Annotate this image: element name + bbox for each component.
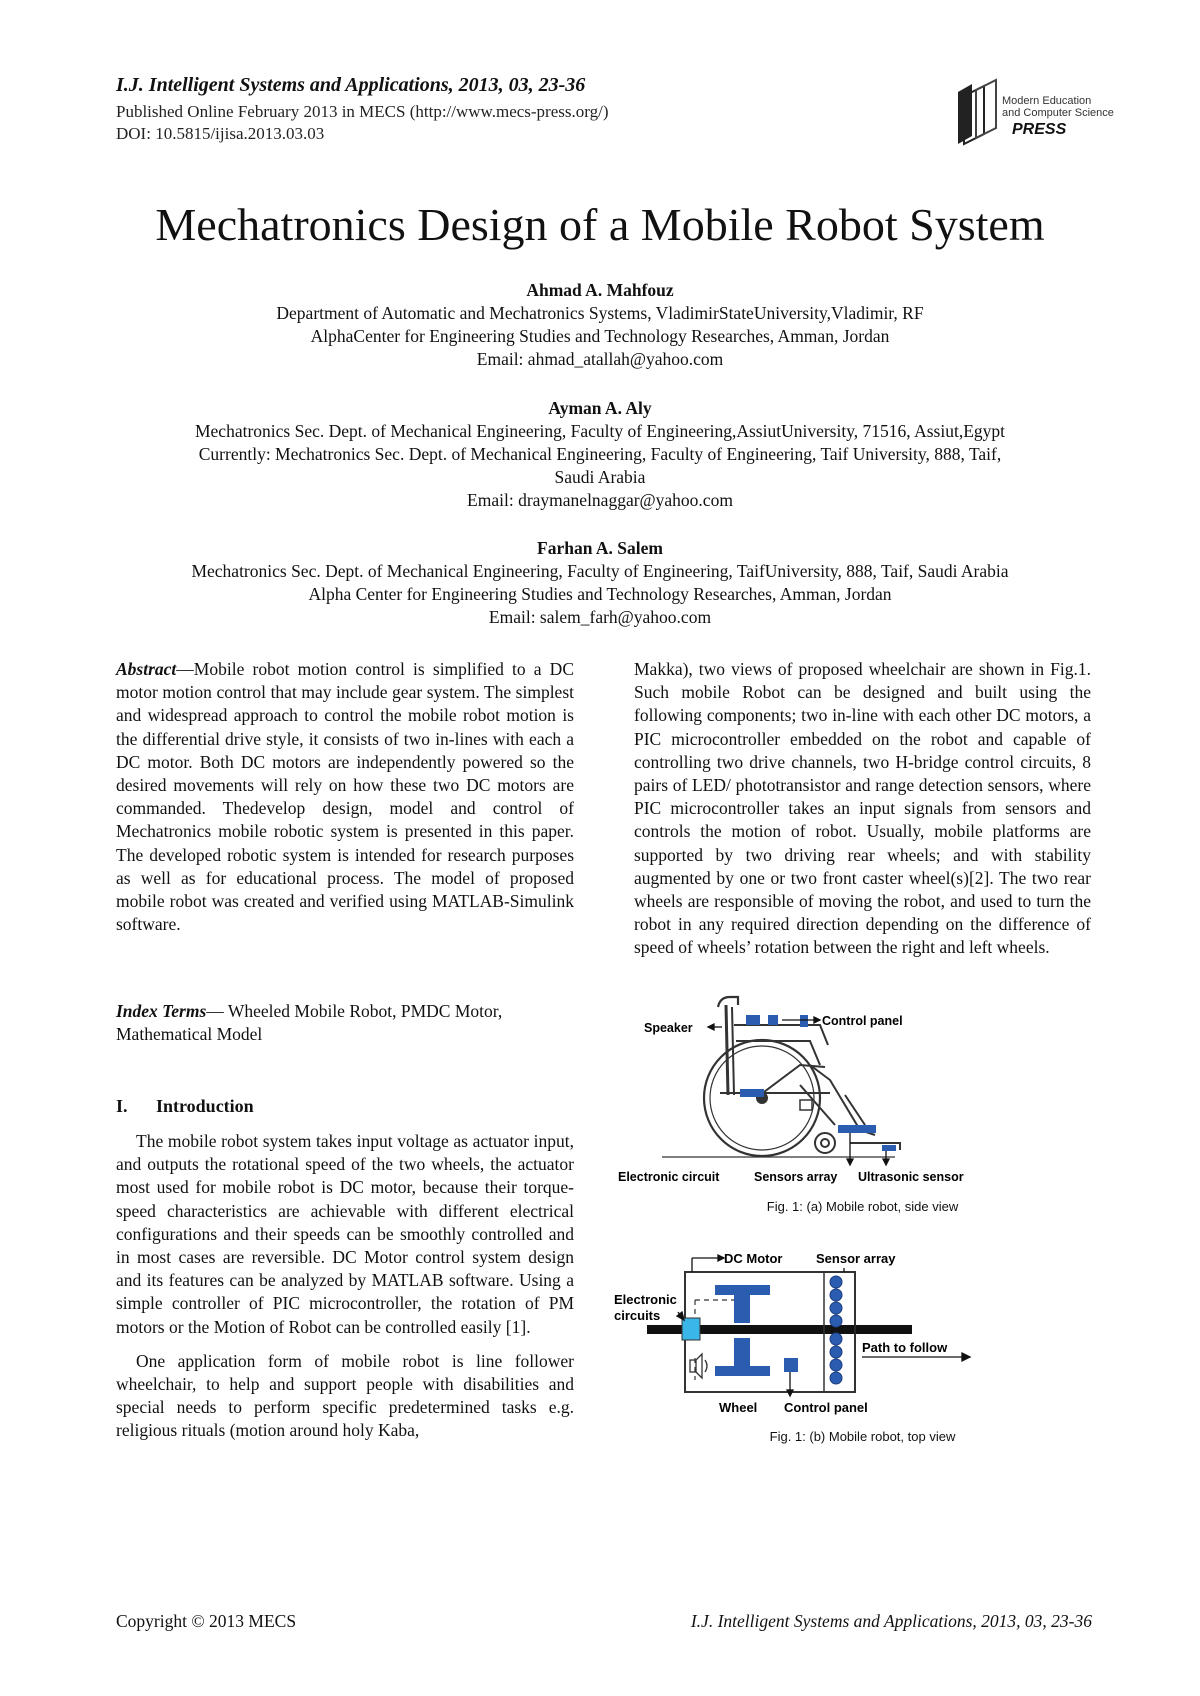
affiliation-line: Currently: Mechatronics Sec. Dept. of Mechanical Engineering, Faculty of Engineering, Taif University, 888, Taif, [198,444,1002,464]
label-ultrasonic-sensor: Ultrasonic sensor [858,1170,964,1184]
introduction-para-1: The mobile robot system takes input voltage as actuator input, and outputs the rotational speed of the two wheels, the actuator most used for mobile robot is DC motor, because their torque-speed characteristics are achievable with different electrical configurations and their speeds can be smoothly controlled and in most cases are reversible. DC Motor control system design and its features can be analyzed by MATLAB software. Using a simple controller of PIC microcontroller, the rotation of PM motors or the Motion of Robot can be controlled easily [1]. [116,1131,574,1337]
journal-citation: I.J. Intelligent Systems and Applications, 2013, 03, 23-36 [116,74,586,96]
figure-1b-caption: Fig. 1: (b) Mobile robot, top view [769,1429,956,1444]
body-paragraph: Makka), two views of proposed wheelchair are shown in Fig.1. Such mobile Robot can be designed and built using the following components; two in-line with each other DC motors, a PIC microcontroller embedded on the robot and capable of controlling two drive channels, two H-bridge control circuits, 8 pairs of LED/ phototransistor and range detection sensors, where PIC microcontroller takes an input signals from sensors and controls the motion of robot. Usually, mobile platforms are supported by two driving rear wheels; and with stability augmented by one or two front caster wheel(s)[2]. The two rear wheels are responsible of moving the robot, and used to turn the robot in any required direction depending on the difference of speed of wheels’ rotation between the right and left wheels. [634,659,1091,958]
label-control-panel: Control panel [822,1014,903,1028]
publication-info [116,101,609,145]
author-email: Email: ahmad_atallah@yahoo.com [476,349,724,369]
figure-1b-top-view [612,1240,1082,1420]
figure-1a-side-view [618,985,1070,1190]
author-name: Ahmad A. Mahfouz [526,280,674,300]
index-terms-text: Wheeled Mobile Robot, PMDC Motor, Mathematical Model [116,1001,503,1045]
label-speaker: Speaker [644,1021,693,1035]
logo-line1: Modern Education [1002,95,1092,107]
author-block-2 [80,397,1120,512]
label-path-to-follow: Path to follow [862,1340,948,1355]
label-dc-motor: DC Motor [724,1251,783,1266]
footer-journal: I.J. Intelligent Systems and Applications, 2013, 03, 23-36 [690,1611,1092,1631]
abstract [116,658,574,936]
label-electronic: Electronic [614,1292,677,1307]
doi: DOI: 10.5815/ijisa.2013.03.03 [116,124,325,143]
control-panel-block [784,1358,798,1372]
affiliation-line: Department of Automatic and Mechatronics Systems, VladimirStateUniversity,Vladimir, RF [276,303,924,323]
caster-wheel [815,1133,835,1153]
author-email: Email: draymanelnaggar@yahoo.com [467,490,733,510]
introduction-body [116,1130,574,1443]
author-block-1 [80,279,1120,371]
wheel-bottom [715,1366,770,1376]
affiliation-line: Alpha Center for Engineering Studies and Technology Researches, Amman, Jordan [308,584,892,604]
author-block-3 [80,537,1120,629]
abstract-dash: — [176,659,194,679]
logo-line2: and Computer Science [1002,107,1114,119]
published-online: Published Online February 2013 in MECS (http://www.mecs-press.org/) [116,102,609,121]
mecs-press-logo [950,74,1114,154]
affiliation-line: Saudi Arabia [554,467,646,487]
introduction-para-2: One application form of mobile robot is line follower wheelchair, to help and support people with disabilities and special needs to perform specific predetermined tasks e.g. religious rituals (motion around holy Kaba, [116,1350,574,1441]
sensors-array-block [838,1125,876,1133]
dc-motor-top [734,1295,750,1323]
logo-press: PRESS [1012,121,1067,138]
index-terms [116,1000,574,1046]
abstract-text: Mobile robot motion control is simplified to a DC motor motion control that may include gear system. The simplest and widespread approach to control the mobile robot motion is the differential drive style, it consists of two in-lines with each a DC motor. Both DC motors are independently powered so the desired movements will rely on how these two DC motors are commanded. Thedevelop design, model and control of Mechatronics mobile robotic system is presented in this paper. The developed robotic system is intended for research purposes as well as for educational process. The model of proposed mobile robot was created and verified using MATLAB-Simulink software. [116,659,574,935]
section-heading-introduction [116,1096,254,1117]
figure-1a-caption: Fig. 1: (a) Mobile robot, side view [766,1199,959,1214]
affiliation-line: Mechatronics Sec. Dept. of Mechanical Engineering, Faculty of Engineering,AssiutUniversity, 71516, Assiut,Egypt [194,421,1006,441]
right-column-text [634,658,1091,960]
footer-copyright: Copyright © 2013 MECS [116,1611,297,1631]
author-name: Ayman A. Aly [548,398,652,418]
label-electronic-circuit: Electronic circuit [618,1170,720,1184]
abstract-label: Abstract [116,659,177,679]
index-terms-label: Index Terms [116,1001,207,1021]
index-terms-dash: — [206,1001,228,1021]
label-sensors-array: Sensors array [754,1170,838,1184]
author-name: Farhan A. Salem [537,538,663,558]
affiliation-line: Mechatronics Sec. Dept. of Mechanical Engineering, Faculty of Engineering, TaifUniversity, 888, Taif, Saudi Arabia [191,561,1009,581]
label-sensor-array: Sensor array [816,1251,896,1266]
electronic-circuit-block [682,1318,700,1340]
paper-title: Mechatronics Design of a Mobile Robot System [155,199,1045,250]
section-title: Introduction [156,1096,254,1116]
control-panel-block [746,1015,760,1025]
label-circuits: circuits [614,1308,661,1323]
affiliation-line: AlphaCenter for Engineering Studies and Technology Researches, Amman, Jordan [310,326,890,346]
electronic-circuit-block [740,1089,764,1097]
speaker-icon [690,1354,707,1378]
dc-motor-bottom [734,1338,750,1366]
author-email: Email: salem_farh@yahoo.com [488,607,712,627]
label-wheel: Wheel [719,1400,758,1415]
label-control-panel: Control panel [784,1400,868,1415]
wheel-top [715,1285,770,1295]
section-number: I. [116,1096,128,1116]
ultrasonic-sensor-block [882,1145,896,1151]
